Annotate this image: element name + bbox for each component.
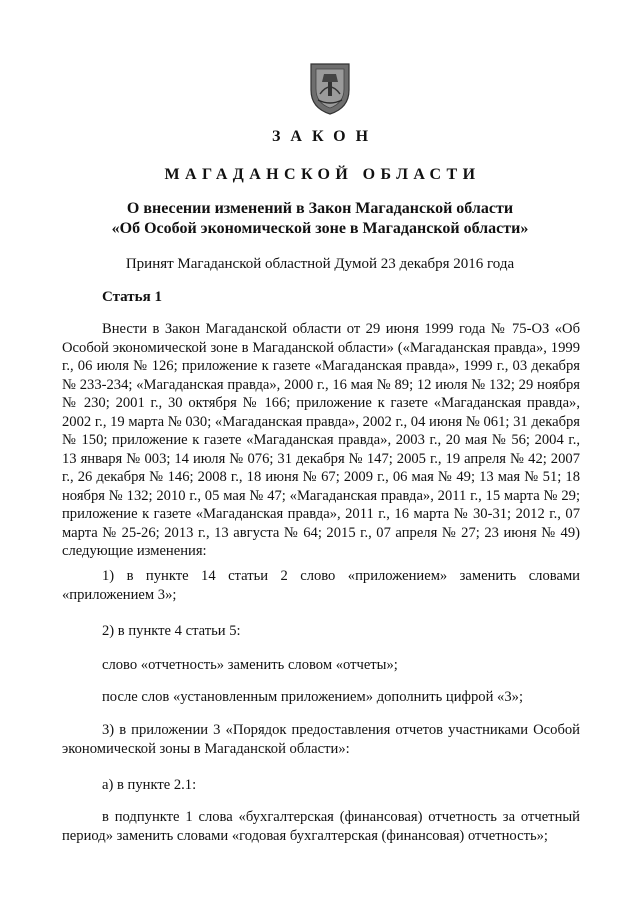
article-heading: Статья 1 [102,289,162,305]
document-type: ЗАКОН [271,128,379,145]
paragraph: а) в пункте 2.1: [102,777,197,793]
region-name: МАГАДАНСКОЙ ОБЛАСТИ [164,166,481,183]
paragraph: Внести в Закон Магаданской области от 29 июня 1999 года № 75-ОЗ «Об Особой экономической зоне в Магаданской области» («Магаданская правда», 1999 г., 06 июля № 126; приложение к газете «Магаданская правда», 1999 г., 03 декабря № 233-234; «Магаданская правда», 2000 г., 16 мая № 89; 12 июля № 132; 29 ноября № 230; 2001 г., 30 октября № 166; приложение к газете «Магаданская правда», 2002 г., 19 марта № 030; «Магаданская правда», 2002 г., 04 июня № 061; 31 декабря № 150; приложение к газете «Магаданская правда», 2003 г., 20 мая № 56; 2004 г., 13 января № 003; 14 июля № 076; 31 декабря № 147; 2005 г., 19 апреля № 42; 2007 г., 26 декабря № 146; 2008 г., 18 июня № 67; 2009 г., 06 мая № 49; 13 мая № 51; 18 ноября № 132; 2010 г., 05 мая № 47; «Магаданская правда», 2011 г., 15 марта № 29; приложение к газете «Магаданская правда», 2011 г., 16 марта № 30-31; 2012 г., 07 марта № 25-26; 2013 г., 13 августа № 64; 2015 г., 07 апреля № 27; 23 июня № 49) следующие изменения: [62,321,580,559]
paragraph: в подпункте 1 слова «бухгалтерская (финансовая) отчетность за отчетный период» заменить словами «годовая бухгалтерская (финансовая) отчетность»; [62,809,580,844]
paragraph: 2) в пункте 4 статьи 5: [102,623,241,639]
paragraph: 3) в приложении 3 «Порядок предоставления отчетов участниками Особой экономической зоны в Магаданской области»: [62,722,580,757]
law-title-line-2: «Об Особой экономической зоне в Магаданской области» [111,220,529,237]
coat-of-arms-icon [308,60,352,116]
paragraph: после слов «установленным приложением» дополнить цифрой «3»; [102,689,524,705]
law-title-line-1: О внесении изменений в Закон Магаданской области [126,200,514,217]
paragraph: слово «отчетность» заменить словом «отчеты»; [102,657,398,673]
adoption-note: Принят Магаданской областной Думой 23 декабря 2016 года [125,256,515,272]
law-title [0,199,640,239]
paragraph: 1) в пункте 14 статьи 2 слово «приложением» заменить словами «приложением 3»; [62,568,580,603]
